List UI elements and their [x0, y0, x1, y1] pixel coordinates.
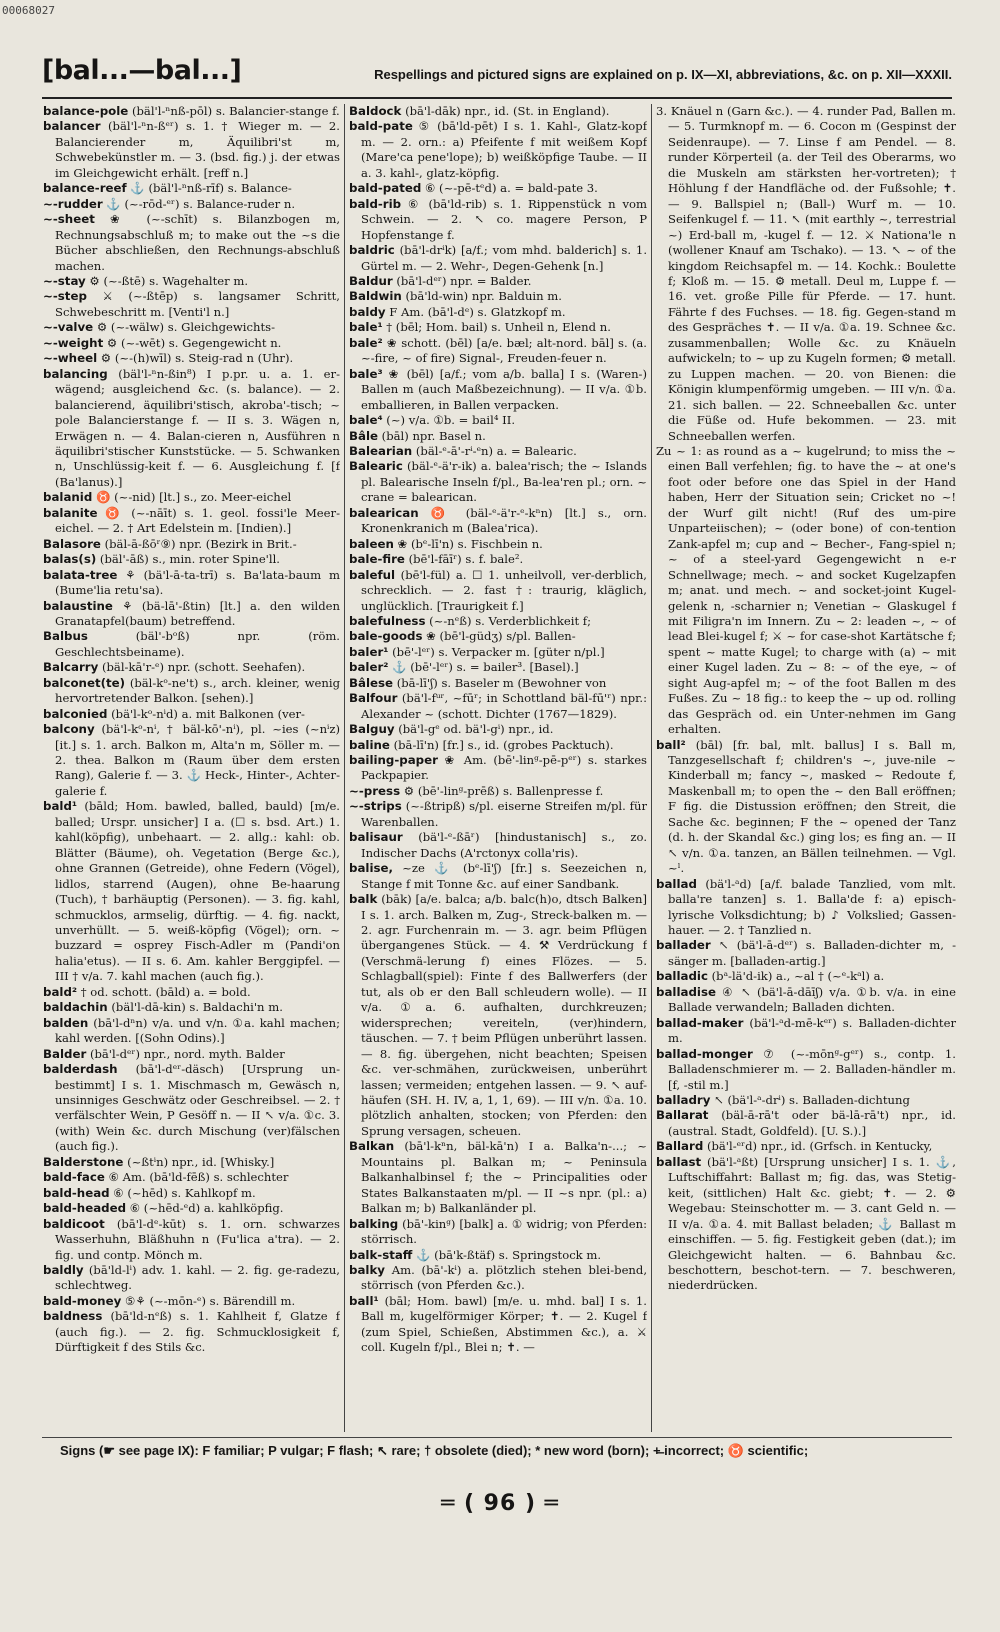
dictionary-entry — [43, 336, 340, 351]
dictionary-entry — [656, 104, 956, 444]
entry-headword: bald-money — [43, 1293, 122, 1308]
column-rule — [651, 104, 652, 1432]
entry-text: (bä'l-ᵃßt) [Ursprung unsicher] I s. 1. ⚓, Luftschiffahrt: Ballast m; fig. das, was Stetig-keit, (sittlichen) Halt &c. giebt; ✝. — 2. ⚙ Wegebau: Steinschotter m. — 3. cant Geld n. — II v/a. ①a. 4. mit Ballast beladen; ⚓ Ballast m einschiffen. — 5. fig. Festigkeit geben (dat.); im Gleichgewicht halten. — 6. Bahnbau &c. beschottern, beschot-tern. — 7. beschweren, niederdrücken. — [668, 1154, 956, 1293]
entry-headword: bald¹ — [43, 799, 78, 814]
dictionary-entry — [43, 1186, 340, 1201]
entry-text: (bä'l-gᵉ od. bä'l-gⁱ) npr., id. — [394, 722, 554, 737]
entry-headword: ballad — [656, 876, 697, 891]
dictionary-entry — [349, 444, 647, 459]
entry-text: ⚔ (~-ßtēp) s. langsamer Schritt, Schwebeschritt m. [Venti'l n.] — [55, 289, 340, 319]
entry-text: (bäl-kᵒ-ne't) s., arch. kleiner, wenig hervortretender Balkon. [sehen).] — [55, 675, 340, 706]
entry-text: (bäl-ᵉ-ā'-rⁱ-ᵉn) a. = Balearic. — [412, 443, 577, 458]
entry-headword: Balcarry — [43, 660, 99, 675]
dictionary-entry — [43, 490, 340, 505]
entry-headword: Ballarat — [656, 1108, 709, 1123]
entry-text: (~-nᵉß) s. Verderblichkeit f; — [425, 613, 592, 628]
entry-headword: baleful — [349, 567, 396, 582]
dictionary-column-1 — [43, 104, 340, 1434]
dictionary-entry — [656, 1139, 956, 1154]
entry-headword: ballad-maker — [656, 1015, 744, 1030]
dictionary-entry — [656, 1016, 956, 1047]
entry-headword: ballad-monger — [656, 1046, 753, 1061]
entry-text: (bᵃ-lä'd-ik) a., ~al † (~ᵉ-kᵃl) a. — [707, 969, 885, 984]
entry-headword: bale⁴ — [349, 413, 383, 428]
signs-rule — [42, 1437, 952, 1438]
page-header — [42, 55, 952, 95]
entry-headword: balk-staff — [349, 1247, 413, 1262]
dictionary-entry — [43, 1155, 340, 1170]
dictionary-entry — [43, 1170, 340, 1185]
entry-headword: Balearian — [349, 443, 413, 458]
entry-text: ❀ Am. (bē'-linᵍ-pē-pᵉʳ) s. starkes Packpapier. — [361, 753, 647, 783]
entry-headword: baler² — [349, 660, 389, 675]
dictionary-entry — [43, 1294, 340, 1309]
entry-text: ⚙ (bē'-linᵍ-prēß) s. Ballenpresse f. — [400, 783, 604, 798]
dictionary-entry — [43, 320, 340, 335]
entry-headword: balanite — [43, 505, 98, 520]
entry-headword: balisaur — [349, 830, 403, 845]
dictionary-entry — [349, 320, 647, 335]
entry-text: ⑥ Am. (bā'ld-fēß) s. schlechter — [104, 1170, 289, 1185]
entry-text: (bā'l-drⁱk) [a/f.; vom mhd. balderich] s. 1. Gürtel m. — 2. Wehr-, Degen-Gehenk [n.] — [361, 243, 647, 273]
entry-headword: Balearic — [349, 459, 403, 474]
scan-id: 00068027 — [2, 4, 55, 17]
dictionary-entry — [43, 197, 340, 212]
entry-text: ⚘ (bä-lā'-ßtin) [lt.] a. den wilden Granatapfel(baum) betreffend. — [55, 598, 340, 628]
entry-text: (bē'l-fāīʳ) s. f. bale². — [404, 552, 524, 567]
entry-text: (bäl'l-ⁿnß-pōl) s. Balancier-stange f. — [128, 104, 340, 118]
entry-headword: Baldur — [349, 273, 393, 288]
entry-text: (bäl'-bᵒß) npr. (röm. Geschlechtsbeiname). — [55, 629, 340, 659]
dictionary-entry — [656, 938, 956, 969]
entry-text: ~ze ⚓ (bᵉ-lī'ʃ) [fr.] s. Seezeichen n, Stange f mit Tonne &c. auf einer Sandbank. — [361, 861, 647, 891]
entry-text: (bā-lī'ʃ) s. Baseler m (Bewohner von — [393, 675, 607, 690]
dictionary-entry — [349, 197, 647, 243]
dictionary-entry — [43, 212, 340, 274]
entry-headword: balanid — [43, 490, 93, 505]
dictionary-entry — [656, 1093, 956, 1108]
entry-text: (bä'l-fᵘʳ, ~fūʳ; in Schottland bäl-fū'ʳ) npr.: Alexander ~ (schott. Dichter (1767—1829). — [361, 691, 647, 721]
entry-headword: balladic — [656, 969, 708, 984]
entry-text: ⚙ (~-wälw) s. Gleichgewichts- — [93, 320, 275, 335]
entry-text: ⚓ (bē'-lᵉʳ) s. = bailer³. [Basel).] — [388, 660, 579, 675]
entry-headword: balefulness — [349, 613, 426, 628]
entry-headword: balaustine — [43, 598, 113, 613]
header-note: Respellings and pictured signs are explained on p. IX—XI, abbreviations, &c. on p. XII—XXXII. — [374, 67, 952, 82]
entry-headword: Baldock — [349, 104, 402, 118]
dictionary-entry — [349, 1263, 647, 1294]
dictionary-entry — [43, 1217, 340, 1263]
dictionary-entry — [349, 645, 647, 660]
entry-text: (bā'-kinᵍ) [balk] a. ① widrig; von Pferden: störrisch. — [361, 1216, 647, 1247]
dictionary-column-3 — [656, 104, 956, 1434]
entry-headword: Baldwin — [349, 289, 402, 304]
entry-headword: Balasore — [43, 536, 101, 551]
entry-headword: bald-rib — [349, 196, 402, 211]
dictionary-entry — [349, 1294, 647, 1356]
dictionary-entry — [349, 181, 647, 196]
entry-text: (bä'l-ᵃd-mē-kᵉʳ) s. Balladen-dichter m. — [668, 1015, 956, 1046]
dictionary-entry — [656, 985, 956, 1016]
entry-headword: baldric — [349, 243, 395, 258]
dictionary-entry — [349, 1248, 647, 1263]
entry-text: ❀ (bᵉ-lī'n) s. Fischbein n. — [393, 536, 543, 551]
dictionary-entry — [656, 1047, 956, 1093]
entry-text: ❀ schott. (bēl) [a/e. bæl; alt-nord. bāl] s. (a. ~-fire, ~ of fire) Signal-, Freuden-feuer n. — [361, 335, 647, 366]
entry-text: (bäl-ᵉ-ä'r-ik) a. balea'risch; the ~ Islands pl. Balearische Inseln f/pl., Ba-lea'ren pl.; orn. ~ crane = balearican. — [361, 459, 647, 505]
entry-text: Zu ~ 1: as round as a ~ kugelrund; to miss the ~ einen Ball verfehlen; fig. to have the ~ at one's foot oder before one das Spiel in der Hand haben, Herr der Situation sein; Cricket no ~! der Wurf gilt nicht! (Ruf des um-pire Unparteiischen); ~ (oder bone) of con-tention Zank-apfel m; cup and ~ Becher-, Fang-spiel n; ~ of a steel-yard Gegengewicht n e-r Schnellwage; mech. ~ and socket Kugelzapfen m; anat. und mech. ~ and socket-joint Kugel-gelenk n, -scharnier n; Venetian ~ Glaskugel f mit Filigra'n im Innern. Zu ~ 2: leaden ~, ~ of lead Blei-kugel f; ⚔ ~ for case-shot Kartätsche f; spent ~ matte Kugel; to charge with (a) ~ mit einer Kugel laden. Zu ~ 8: ~ of the eye, ~ of sight Aug-apfel m; ~ of the foot Ballen m des Fußes. Zu ~ 18 fig.: to keep the ~ up od. rolling das Gespräch od. ein Unter-nehmen im Gang erhalten. — [656, 443, 956, 737]
dictionary-entry — [43, 599, 340, 630]
entry-headword: ballast — [656, 1154, 702, 1169]
entry-headword: balderdash — [43, 1062, 118, 1077]
entry-headword: ~-step — [43, 289, 87, 304]
entry-text: ⚙ (~-wēt) s. Gegengewicht n. — [103, 335, 282, 350]
entry-text: (~) v/a. ①b. = bail⁴ II. — [382, 413, 516, 428]
entry-headword: ~-valve — [43, 320, 94, 335]
dictionary-entry — [43, 119, 340, 181]
entry-text: 3. Knäuel n (Garn &c.). — 4. runder Pad, Ballen m. — 5. Turmknopf m. — 6. Cocon m (Gespinst der Seidenraupe). — 7. Linse f am Pendel. — 8. runder Körperteil (a. der Teil des Oberarms, wo die Muskeln am stärksten her-vortreten); † Höhlung f der Handfläche od. der Fußsohle; ✝. — 9. Ballspiel n; (Ball-) Wurf m. — 10. Seifenkugel f. — 11. ↖ (mit earthly ~, terrestrial ~) Erd-ball m, -kugel f. — 12. ⚔ Nationa'le n (wollener Knauf am Tschako). — 13. ↖ ~ of the kingdom Reichsapfel m. — 14. Kochk.: Boulette f; Kloß m. — 15. ⚙ metall. Deul m, Luppe f. — 16. vet. große Pille für Pferde. — 17. hunt. Fährte f des Fuchses. — 18. fig. Gegen-stand m des Gespräches ✝. — II v/a. ①a. 19. Schnee &c. zusammenballen; Wolle &c. zu Knäueln aufwickeln; to ~ up zu Kugeln formen; ⚙ metall. zu Luppen machen. — 20. von Bienen: die Königin klumpenförmig umgeben. — III v/n. ①a. 21. sich ballen. — 22. Schneeballen &c. unter die Füße od. Hufe bekommen. — 23. mit Schneeballen werfen. — [656, 104, 956, 443]
dictionary-entry — [349, 552, 647, 567]
entry-headword: balance-reef — [43, 181, 127, 196]
entry-headword: bald² — [43, 984, 78, 999]
entry-text: ⑥ (bā'ld-rib) s. 1. Rippenstück n vom Schwein. — 2. ↖ co. magere Person, P Hopfenstange f. — [361, 196, 647, 242]
entry-headword: bald-face — [43, 1170, 105, 1185]
dictionary-entry — [656, 1108, 956, 1139]
entry-headword: balladry — [656, 1093, 711, 1107]
entry-text: ⑥ (~-pē-tᵉd) a. = bald-pate 3. — [421, 181, 598, 196]
dictionary-entry — [656, 444, 956, 738]
entry-text: (bä'l-kᵒ-nⁱd) a. mit Balkonen (ver- — [107, 706, 305, 721]
dictionary-entry — [43, 1263, 340, 1294]
entry-text: (bäl'l-dā-kin) s. Baldachi'n m. — [107, 1000, 283, 1015]
entry-text: (bä'l-kᵒ-nⁱ, † bäl-kō'-nⁱ), pl. ~ies (~nⁱz) [it.] s. 1. arch. Balkon m, Alta'n m, Söller m. — 2. thea. Balkon m (Raum über dem ersten Rang), Galerie f. — 3. ⚓ Heck-, Hinter-, Achter-galerie f. — [55, 722, 340, 798]
dictionary-entry — [43, 367, 340, 491]
entry-text: (bäl'l-ⁿn-ßᵉʳ) s. 1. † Wieger m. — 2. Balancierender m, Äquilibri'st m, Schwebekünstler m. — 3. (bsd. fig.) j. der etwas im Gleichgewicht erhält. [reff n.] — [55, 119, 340, 180]
dictionary-entry — [656, 969, 956, 984]
entry-text: (~ßtⁱn) npr., id. [Whisky.] — [123, 1154, 275, 1169]
entry-text: (bāk) [a/e. balca; a/b. balc(h)o, dtsch Balken] I s. 1. arch. Balken m, Zug-, Streck-balken m. — 2. agr. Furchenrain m. — 3. agr. beim Pflügen übergangenes Stück. — 4. ⚒ Verdrückung f (Verschmä-lerung f) eines Flözes. — 5. Schlagball(spiel): Finte f des Ballwerfers (der tut, als ob er den Ball schleudern wolle). — II v/a. ①a. 6. aufhalten, durchkreuzen; widersprechen; vereiteln, (ver)hindern, täuschen. — 7. † beim Pflügen unberührt lassen. — 8. fig. übergehen, nicht beachten; Speisen &c. ver-schmähen, zurückweisen, unberührt lassen; vermeiden; entgehen lassen. — 9. ↖ auf-häufen (SH. H. IV, a, 1, 1, 69). — III v/n. ①a. 10. plötzlich anhalten, stocken; von Pferden: den Sprung versagen, scheuen. — [361, 892, 647, 1138]
entry-text: ❀ (bēl) [a/f.; vom a/b. balla] I s. (Waren-) Ballen m (auch Maßbezeichnung). — II v/a. ①b. emballieren, in Ballen verpacken. — [361, 366, 647, 412]
entry-headword: Balder — [43, 1046, 87, 1061]
dictionary-column-2 — [349, 104, 647, 1434]
entry-text: (bā'l-kⁿn, bäl-kā'n) I a. Balka'n-...; ~ Mountains pl. Balkan m; ~ Peninsula Balkanhalbinsel f; the ~ Principalities oder States Balkanstaaten m/pl. — II ~s npr. (pl.: a) Balkan m; b) Balkanländer pl. — [361, 1139, 647, 1216]
dictionary-entry — [349, 568, 647, 614]
entry-headword: bale-goods — [349, 629, 423, 644]
entry-text: ⑦ (~-mōnᵍ-gᵉʳ) s., contp. 1. Balladenschmierer m. — 2. Balladen-händler m. [f, -stil m.] — [668, 1046, 956, 1092]
entry-text: ⑥ (~hēd) s. Kahlkopf m. — [109, 1185, 256, 1200]
entry-headword: bale³ — [349, 366, 383, 381]
entry-headword: Balguy — [349, 722, 395, 737]
entry-text: (bā'l-dᵉ-kūt) s. 1. orn. schwarzes Wasserhuhn, Bläßhuhn n (Fu'lica a'tra). — 2. fig. und contp. Mönch m. — [55, 1216, 340, 1262]
dictionary-entry — [349, 243, 647, 274]
dictionary-entry — [43, 552, 340, 567]
entry-text: (bē'-lᵉʳ) s. Verpacker m. [güter n/pl.] — [388, 644, 605, 659]
dictionary-entry — [349, 892, 647, 1139]
entry-text: † (bēl; Hom. bail) s. Unheil n, Elend n. — [382, 320, 611, 335]
entry-headword: Balfour — [349, 691, 398, 706]
dictionary-entry — [349, 1217, 647, 1248]
entry-headword: balata-tree — [43, 567, 118, 582]
dictionary-entry — [349, 336, 647, 367]
dictionary-entry — [349, 459, 647, 505]
entry-text: ⚓ (~-rōd-ᵉʳ) s. Balance-ruder n. — [102, 196, 296, 211]
entry-text: (bāld; Hom. bawled, balled, bauld) [m/e. balled; Urspr. unsicher] I a. (☐ s. bsd. Art.) 1. kahl(köpfig), unbehaart. — 2. allg.: kahl: ob. Blätter (Bäume), oh. Vegetation (Berge &c.), ohne Grannen (Getreide), ohne Federn (Vögel), lidlos, starrend (Augen), ohne Be-haarung (Tuch), † barhäuptig (Personen). — 3. fig. kahl, schmucklos, armselig, dürftig. — 4. fig. nackt, unverhüllt. — 5. weiß-köpfig (Vögel); orn. ~ buzzard = osprey Fisch-Adler m (Pandi'on halia'etus). — II s. 6. Am. kahler Berggipfel. — III † v/a. 7. kahl machen (auch fig.). — [55, 799, 340, 984]
entry-text: (bā-lī'n) [fr.] s., id. (grobes Packtuch). — [389, 737, 614, 752]
entry-headword: bale² — [349, 335, 383, 350]
entry-headword: balise, — [349, 861, 393, 876]
entry-text: ⑥ (~hēd-ᵉd) a. kahlköpfig. — [126, 1201, 284, 1216]
dictionary-entry — [349, 305, 647, 320]
entry-headword: balearican — [349, 505, 419, 520]
entry-text: (bä'l-ᵉ-ßāʳ) [hindustanisch] s., zo. Indischer Dachs (A'rctonyx colla'ris). — [361, 830, 647, 860]
entry-text: (bāl) npr. Basel n. — [378, 428, 486, 443]
signs-legend: Signs (☛ see page IX): F familiar; P vulgar; F flash; ↖ rare; † obsolete (died); * new word (born); +̶ incorrect; ♉ scientific; — [60, 1443, 809, 1458]
entry-headword: baldachin — [43, 1000, 108, 1015]
dictionary-entry — [349, 119, 647, 181]
entry-headword: Balbus — [43, 629, 88, 644]
entry-text: (bā'l-dᵉʳ-däsch) [Ursprung un-bestimmt] I s. 1. Mischmasch m, Gewäsch n, unsinniges Geschwätz oder Geschreibsel. — 2. † verfälschter Wein, P Gesöff n. — II ↖ v/a. ①c. 3. (with) Wein &c. durch Mischung (ver)fälschen (auch fig.). — [55, 1062, 340, 1154]
entry-headword: baler¹ — [349, 644, 389, 659]
dictionary-entry — [43, 289, 340, 320]
entry-text: (bā'l-dᵉʳ) npr. = Balder. — [392, 273, 532, 288]
header-rule — [42, 97, 952, 99]
dictionary-entry — [349, 784, 647, 799]
dictionary-entry — [43, 707, 340, 722]
dictionary-entry — [43, 1309, 340, 1355]
entry-headword: ballader — [656, 938, 711, 953]
entry-text: ⚘ (bä'l-ā-ta-trī) s. Ba'lata-baum m (Bume'lia retu'sa). — [55, 567, 340, 598]
dictionary-entry — [349, 1139, 647, 1216]
dictionary-entry — [349, 722, 647, 737]
dictionary-entry — [349, 429, 647, 444]
entry-text: Am. (bā'-kⁱ) a. plötzlich stehen blei-bend, störrisch (von Pferden &c.). — [361, 1262, 647, 1293]
dictionary-entry — [349, 861, 647, 892]
entry-text: ④ ↖ (bä'l-ā-dāīʃ) v/a. ①b. v/a. in eine Ballade verwandeln; Balladen dichten. — [668, 984, 956, 1015]
entry-headword: balconied — [43, 706, 108, 721]
dictionary-entry — [43, 274, 340, 289]
entry-text: ♉ (bäl-ᵉ-ä'r-ᵉ-kⁿn) [lt.] s., orn. Kronenkranich m (Balea'rica). — [361, 505, 647, 536]
dictionary-entry — [656, 877, 956, 939]
dictionary-entry — [43, 799, 340, 984]
entry-headword: balking — [349, 1216, 399, 1231]
entry-text: (bā'ld-win) npr. Balduin m. — [401, 289, 562, 304]
dictionary-entry — [43, 104, 340, 119]
entry-headword: Bâlese — [349, 675, 394, 690]
entry-text: (bā'ld-nᵉß) s. 1. Kahlheit f, Glatze f (auch fig.). — 2. fig. Schmucklosigkeit f, Dürftigkeit f des Stils &c. — [55, 1309, 340, 1355]
entry-headword: balden — [43, 1015, 89, 1030]
entry-text: (bē'l-fül) a. ☐ 1. unheilvoll, ver-derblich, schrecklich. — 2. fast †: traurig, kläglich, unglücklich. [Traurigkeit f.] — [361, 567, 647, 613]
entry-text: (bā'l-dᵉʳ) npr., nord. myth. Balder — [86, 1046, 285, 1061]
entry-text: ⚓ (bā'k-ßtäf) s. Springstock m. — [412, 1247, 602, 1262]
entry-text: ❀ (bē'l-güdʒ) s/pl. Ballen- — [422, 629, 576, 644]
entry-headword: ball¹ — [349, 1293, 379, 1308]
entry-text: (bäl-ā-rā't oder bä-lā-rā't) npr., id. (austral. Stadt, Goldfeld). [U. S.).] — [668, 1108, 956, 1138]
entry-headword: baleen — [349, 536, 394, 551]
entry-headword: baldicoot — [43, 1216, 105, 1231]
dictionary-entry — [349, 274, 647, 289]
entry-text: (bä'l-ᵉʳd) npr., id. (Grfsch. in Kentucky, — [703, 1139, 933, 1154]
entry-headword: baldly — [43, 1262, 84, 1277]
dictionary-entry — [349, 691, 647, 722]
entry-headword: ~-rudder — [43, 196, 103, 211]
dictionary-entry — [43, 1000, 340, 1015]
entry-text: † od. schott. (bāld) a. = bold. — [77, 984, 251, 999]
entry-text: ⚙ (~-(h)wīl) s. Steig-rad n (Uhr). — [97, 351, 294, 366]
dictionary-entry — [349, 367, 647, 413]
dictionary-entry — [43, 506, 340, 537]
guide-word: [bal...—bal...] — [42, 55, 242, 86]
entry-headword: ~-stay — [43, 273, 86, 288]
entry-headword: bald-headed — [43, 1201, 127, 1216]
entry-headword: ~-press — [349, 783, 401, 798]
entry-headword: ~-weight — [43, 335, 104, 350]
entry-headword: Bâle — [349, 428, 378, 443]
entry-headword: bailing-paper — [349, 753, 438, 768]
entry-headword: bale¹ — [349, 320, 383, 335]
dictionary-entry — [43, 722, 340, 799]
entry-text: F Am. (bā'l-dᵉ) s. Glatzkopf m. — [385, 304, 566, 319]
dictionary-entry — [43, 1016, 340, 1047]
entry-headword: balcony — [43, 722, 95, 737]
entry-text: (bā'ld-lⁱ) adv. 1. kahl. — 2. fig. ge-radezu, schlechtweg. — [55, 1262, 340, 1293]
page-number: ═ ( 96 ) ═ — [441, 1491, 559, 1516]
entry-text: ⑤ (bā'ld-pēt) I s. 1. Kahl-, Glatz-kopf m. — 2. orn.: a) Pfeifente f mit weißem Kopf (Mare'ca pene'lope); b) weißköpfige Taube. — II a. 3. kahl-, glatz-köpfig. — [361, 119, 647, 180]
entry-text: ⚓ (bäl'l-ⁿnß-rīf) s. Balance- — [126, 181, 292, 196]
dictionary-entry — [43, 985, 340, 1000]
dictionary-entry — [349, 753, 647, 784]
dictionary-entry — [349, 289, 647, 304]
dictionary-entry — [656, 738, 956, 877]
entry-text: ♉ (~-nāīt) s. 1. geol. fossi'le Meer-eichel. — 2. † Art Edelstein m. [Indien).] — [55, 505, 340, 536]
dictionary-entry — [43, 676, 340, 707]
entry-headword: baldy — [349, 304, 386, 319]
entry-text: (bäl-ā-ßōʳ⑨) npr. (Bezirk in Brit.- — [100, 536, 297, 551]
dictionary-entry — [43, 181, 340, 196]
entry-headword: Balkan — [349, 1139, 395, 1154]
dictionary-entry — [349, 660, 647, 675]
entry-text: (bäl-kā'r-ᵉ) npr. (schott. Seehafen). — [98, 660, 306, 675]
entry-headword: balancing — [43, 366, 108, 381]
entry-text: ↖ (bä'l-ᵃ-drⁱ) s. Balladen-dichtung — [710, 1093, 910, 1107]
entry-headword: Ballard — [656, 1139, 704, 1154]
dictionary-entry — [349, 614, 647, 629]
dictionary-entry — [43, 537, 340, 552]
dictionary-entry — [43, 1047, 340, 1062]
dictionary-entry — [349, 506, 647, 537]
entry-headword: ~-strips — [349, 799, 402, 814]
dictionary-entry — [349, 629, 647, 644]
dictionary-entry — [349, 830, 647, 861]
entry-text: ↖ (bä'l-ā-dᵉʳ) s. Balladen-dichter m, -sänger m. [balladen-artig.] — [668, 938, 956, 968]
entry-text: (bā'l-dāk) npr., id. (St. in England). — [401, 104, 610, 118]
entry-text: ⑤⚘ (~-mōn-ᵉ) s. Bärendill m. — [121, 1293, 296, 1308]
entry-text: (bäl'-āß) s., min. roter Spine'll. — [96, 552, 280, 567]
dictionary-entry — [349, 413, 647, 428]
entry-headword: bald-head — [43, 1185, 110, 1200]
entry-headword: ball² — [656, 737, 686, 752]
entry-text: (bäl'l-ⁿn-ßin⁸) I p.pr. u. a. 1. er-wägend; ausgleichend &c. (s. balance). — 2. balancierend, äquilibri'stisch, akroba'-tisch; ~ pole Balancierstange f. — II s. 3. Wägen n, Erwägen n. — 4. Balan-cieren n, Ausführen n äquilibri'stischer Kunststücke. — 5. Schwanken n, Unschlüssig-keit f. — 6. Ausgleichung f. [f (Ba'lanus).] — [55, 366, 340, 489]
entry-headword: Balderstone — [43, 1154, 124, 1169]
dictionary-entry — [349, 738, 647, 753]
entry-text: (~-ßtripß) s/pl. eiserne Streifen m/pl. für Warenballen. — [361, 799, 647, 829]
dictionary-entry — [349, 537, 647, 552]
entry-text: ❀ (~-schīt) s. Bilanzbogen m, Rechnungsabschluß m; to make out the ~s die Bücher abschließen, den Rechnungs-abschluß machen. — [55, 212, 340, 273]
dictionary-entry — [43, 351, 340, 366]
dictionary-entry — [43, 660, 340, 675]
entry-text: ♉ (~-nid) [lt.] s., zo. Meer-eichel — [92, 490, 292, 505]
entry-text: (bā'l-dⁿn) v/a. und v/n. ①a. kahl machen; kahl werden. [(Sohn Odins).] — [55, 1015, 340, 1046]
entry-headword: bald-pated — [349, 181, 422, 196]
entry-headword: balk — [349, 892, 378, 907]
entry-headword: balancer — [43, 119, 101, 134]
dictionary-entry — [349, 676, 647, 691]
entry-headword: balance-pole — [43, 104, 129, 118]
entry-headword: ~-sheet — [43, 212, 95, 227]
entry-text: (bāl; Hom. bawl) [m/e. u. mhd. bal] I s. 1. Ball m, kugelförmiger Körper; ✝. — 2. Kugel f (zum Spiel, Schießen, Abstimmen &c.), a. ⚔ coll. Kugeln f/pl., Blei n; ✝. — — [361, 1293, 647, 1355]
entry-headword: bale-fire — [349, 552, 405, 567]
entry-headword: baline — [349, 737, 390, 752]
entry-headword: balky — [349, 1262, 385, 1277]
dictionary-entry — [43, 1062, 340, 1155]
entry-headword: bald-pate — [349, 119, 413, 134]
entry-headword: balas(s) — [43, 552, 97, 567]
dictionary-entry — [349, 104, 647, 119]
entry-text: (bāl) [fr. bal, mlt. ballus] I s. Ball m, Tanzgesellschaft f; children's ~, juve-nile ~ Kinderball m; fancy ~, masked ~ Redoute f, Maskenball m; to open the ~ den Ball eröffnen; F fig. die Distussion eröffnen; den Streit, die Sache &c. beginnen; F the ~ opened der Tanz (d. h. der Skandal &c.) ging los; es fing an. — II ↖ v/n. ①a. tanzen, an Bällen teilnehmen. — Vgl. ~ˡ. — [668, 737, 956, 876]
dictionary-entry — [43, 568, 340, 599]
dictionary-entry — [349, 799, 647, 830]
dictionary-entry — [43, 629, 340, 660]
entry-text: ⚙ (~-ßtē) s. Wagehalter m. — [85, 273, 249, 288]
dictionary-entry — [43, 1201, 340, 1216]
entry-headword: ~-wheel — [43, 351, 98, 366]
dictionary-entry — [656, 1155, 956, 1294]
entry-headword: balladise — [656, 984, 716, 999]
entry-headword: balconet(te) — [43, 675, 126, 690]
column-rule — [344, 104, 345, 1432]
entry-text: (bä'l-ᵃd) [a/f. balade Tanzlied, vom mlt. balla're tanzen] s. 1. Balla'de f: a) episch-lyrische Volksdichtung; b) ♪ Volkslied; Gassen-hauer. — 2. † Tanzlied n. — [668, 876, 956, 938]
entry-headword: baldness — [43, 1309, 103, 1324]
